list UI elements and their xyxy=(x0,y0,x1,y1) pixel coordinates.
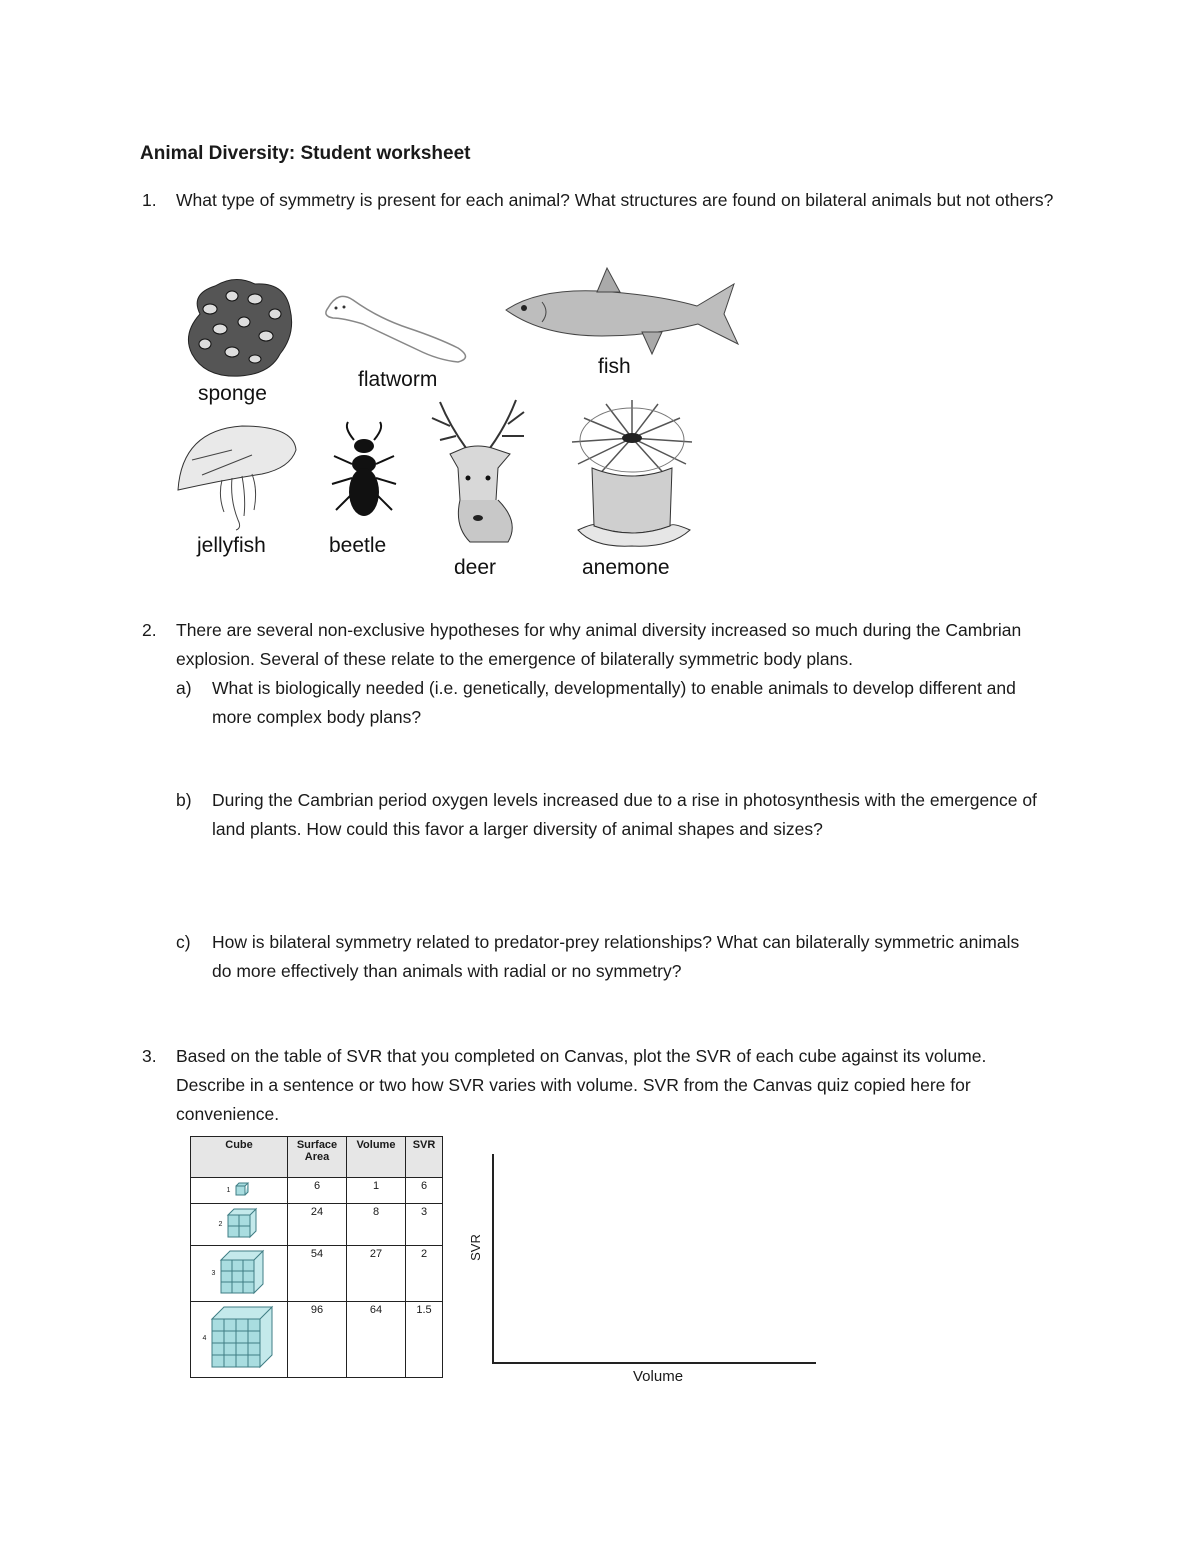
question-3-text: Based on the table of SVR that you completed on Canvas, plot the SVR of each cube against its volume. Describe in a sentence or two how SVR varies with volume. SVR from the Canvas quiz copied here for convenience. xyxy=(176,1046,987,1124)
question-2a-text: What is biologically needed (i.e. genetically, developmentally) to enable animals to develop different and more complex body plans? xyxy=(212,678,1016,727)
question-3-number: 3. xyxy=(142,1046,157,1066)
volume-cell: 1 xyxy=(347,1178,406,1204)
cube-4-icon xyxy=(209,1304,275,1370)
question-1-text: What type of symmetry is present for each animal? What structures are found on bilateral animals but not others? xyxy=(176,190,1054,210)
fish-label: fish xyxy=(598,355,631,378)
jellyfish-illustration xyxy=(172,420,300,532)
cube-cell xyxy=(191,1302,288,1378)
table-header-row xyxy=(191,1137,443,1178)
surface-area-cell: 54 xyxy=(288,1246,347,1302)
table-row xyxy=(191,1178,443,1204)
cube-side-label: 1 xyxy=(226,1186,231,1194)
column-header: Cube xyxy=(191,1137,288,1178)
svr-cell: 6 xyxy=(406,1178,443,1204)
flatworm-label: flatworm xyxy=(358,368,438,391)
column-header: SVR xyxy=(406,1137,443,1178)
cube-side-label: 2 xyxy=(218,1220,223,1228)
volume-cell: 64 xyxy=(347,1302,406,1378)
table-row xyxy=(191,1246,443,1302)
graph-y-axis xyxy=(492,1154,494,1364)
svr-table xyxy=(190,1136,443,1378)
cube-cell xyxy=(191,1204,288,1246)
cube-2-icon xyxy=(225,1206,259,1240)
beetle-label: beetle xyxy=(329,534,387,557)
graph-x-axis xyxy=(492,1362,816,1364)
beetle-illustration xyxy=(326,420,402,528)
anemone-illustration xyxy=(566,398,698,548)
question-2b-text: During the Cambrian period oxygen levels increased due to a rise in photosynthesis with the emergence of land plants. How could this favor a larger diversity of animal shapes and sizes? xyxy=(212,790,1037,839)
surface-area-cell: 24 xyxy=(288,1204,347,1246)
sponge-illustration xyxy=(180,274,296,382)
sponge-label: sponge xyxy=(198,382,267,405)
anemone-label: anemone xyxy=(582,556,670,579)
question-2a-label: a) xyxy=(176,678,192,698)
question-2-text: There are several non-exclusive hypotheses for why animal diversity increased so much during the Cambrian explosion. Several of these relate to the emergence of bilaterally symmetric body plans. xyxy=(176,620,1022,669)
jellyfish-label: jellyfish xyxy=(197,534,266,557)
cube-3-icon xyxy=(218,1248,266,1296)
fish-illustration xyxy=(502,266,742,358)
question-2-number: 2. xyxy=(142,620,157,640)
deer-illustration xyxy=(420,396,540,546)
cube-cell xyxy=(191,1178,288,1204)
surface-area-cell: 6 xyxy=(288,1178,347,1204)
svr-cell: 3 xyxy=(406,1204,443,1246)
table-row xyxy=(191,1204,443,1246)
graph-y-label: SVR xyxy=(467,1234,483,1261)
table-row xyxy=(191,1302,443,1378)
svr-cell: 2 xyxy=(406,1246,443,1302)
volume-cell: 8 xyxy=(347,1204,406,1246)
svr-cell: 1.5 xyxy=(406,1302,443,1378)
cube-cell xyxy=(191,1246,288,1302)
deer-label: deer xyxy=(454,556,497,579)
cube-side-label: 4 xyxy=(202,1334,207,1342)
column-header: Surface Area xyxy=(288,1137,347,1178)
cube-side-label: 3 xyxy=(211,1269,216,1277)
flatworm-illustration xyxy=(318,288,478,368)
cube-1-icon xyxy=(233,1180,251,1198)
volume-cell: 27 xyxy=(347,1246,406,1302)
graph-x-label: Volume xyxy=(633,1368,684,1385)
question-1-number: 1. xyxy=(142,190,157,210)
page-title: Animal Diversity: Student worksheet xyxy=(140,143,471,164)
column-header: Volume xyxy=(347,1137,406,1178)
surface-area-cell: 96 xyxy=(288,1302,347,1378)
question-2c-label: c) xyxy=(176,932,191,952)
question-2c-text: How is bilateral symmetry related to predator-prey relationships? What can bilaterally symmetric animals do more effectively than animals with radial or no symmetry? xyxy=(212,932,1020,981)
question-2b-label: b) xyxy=(176,790,192,810)
